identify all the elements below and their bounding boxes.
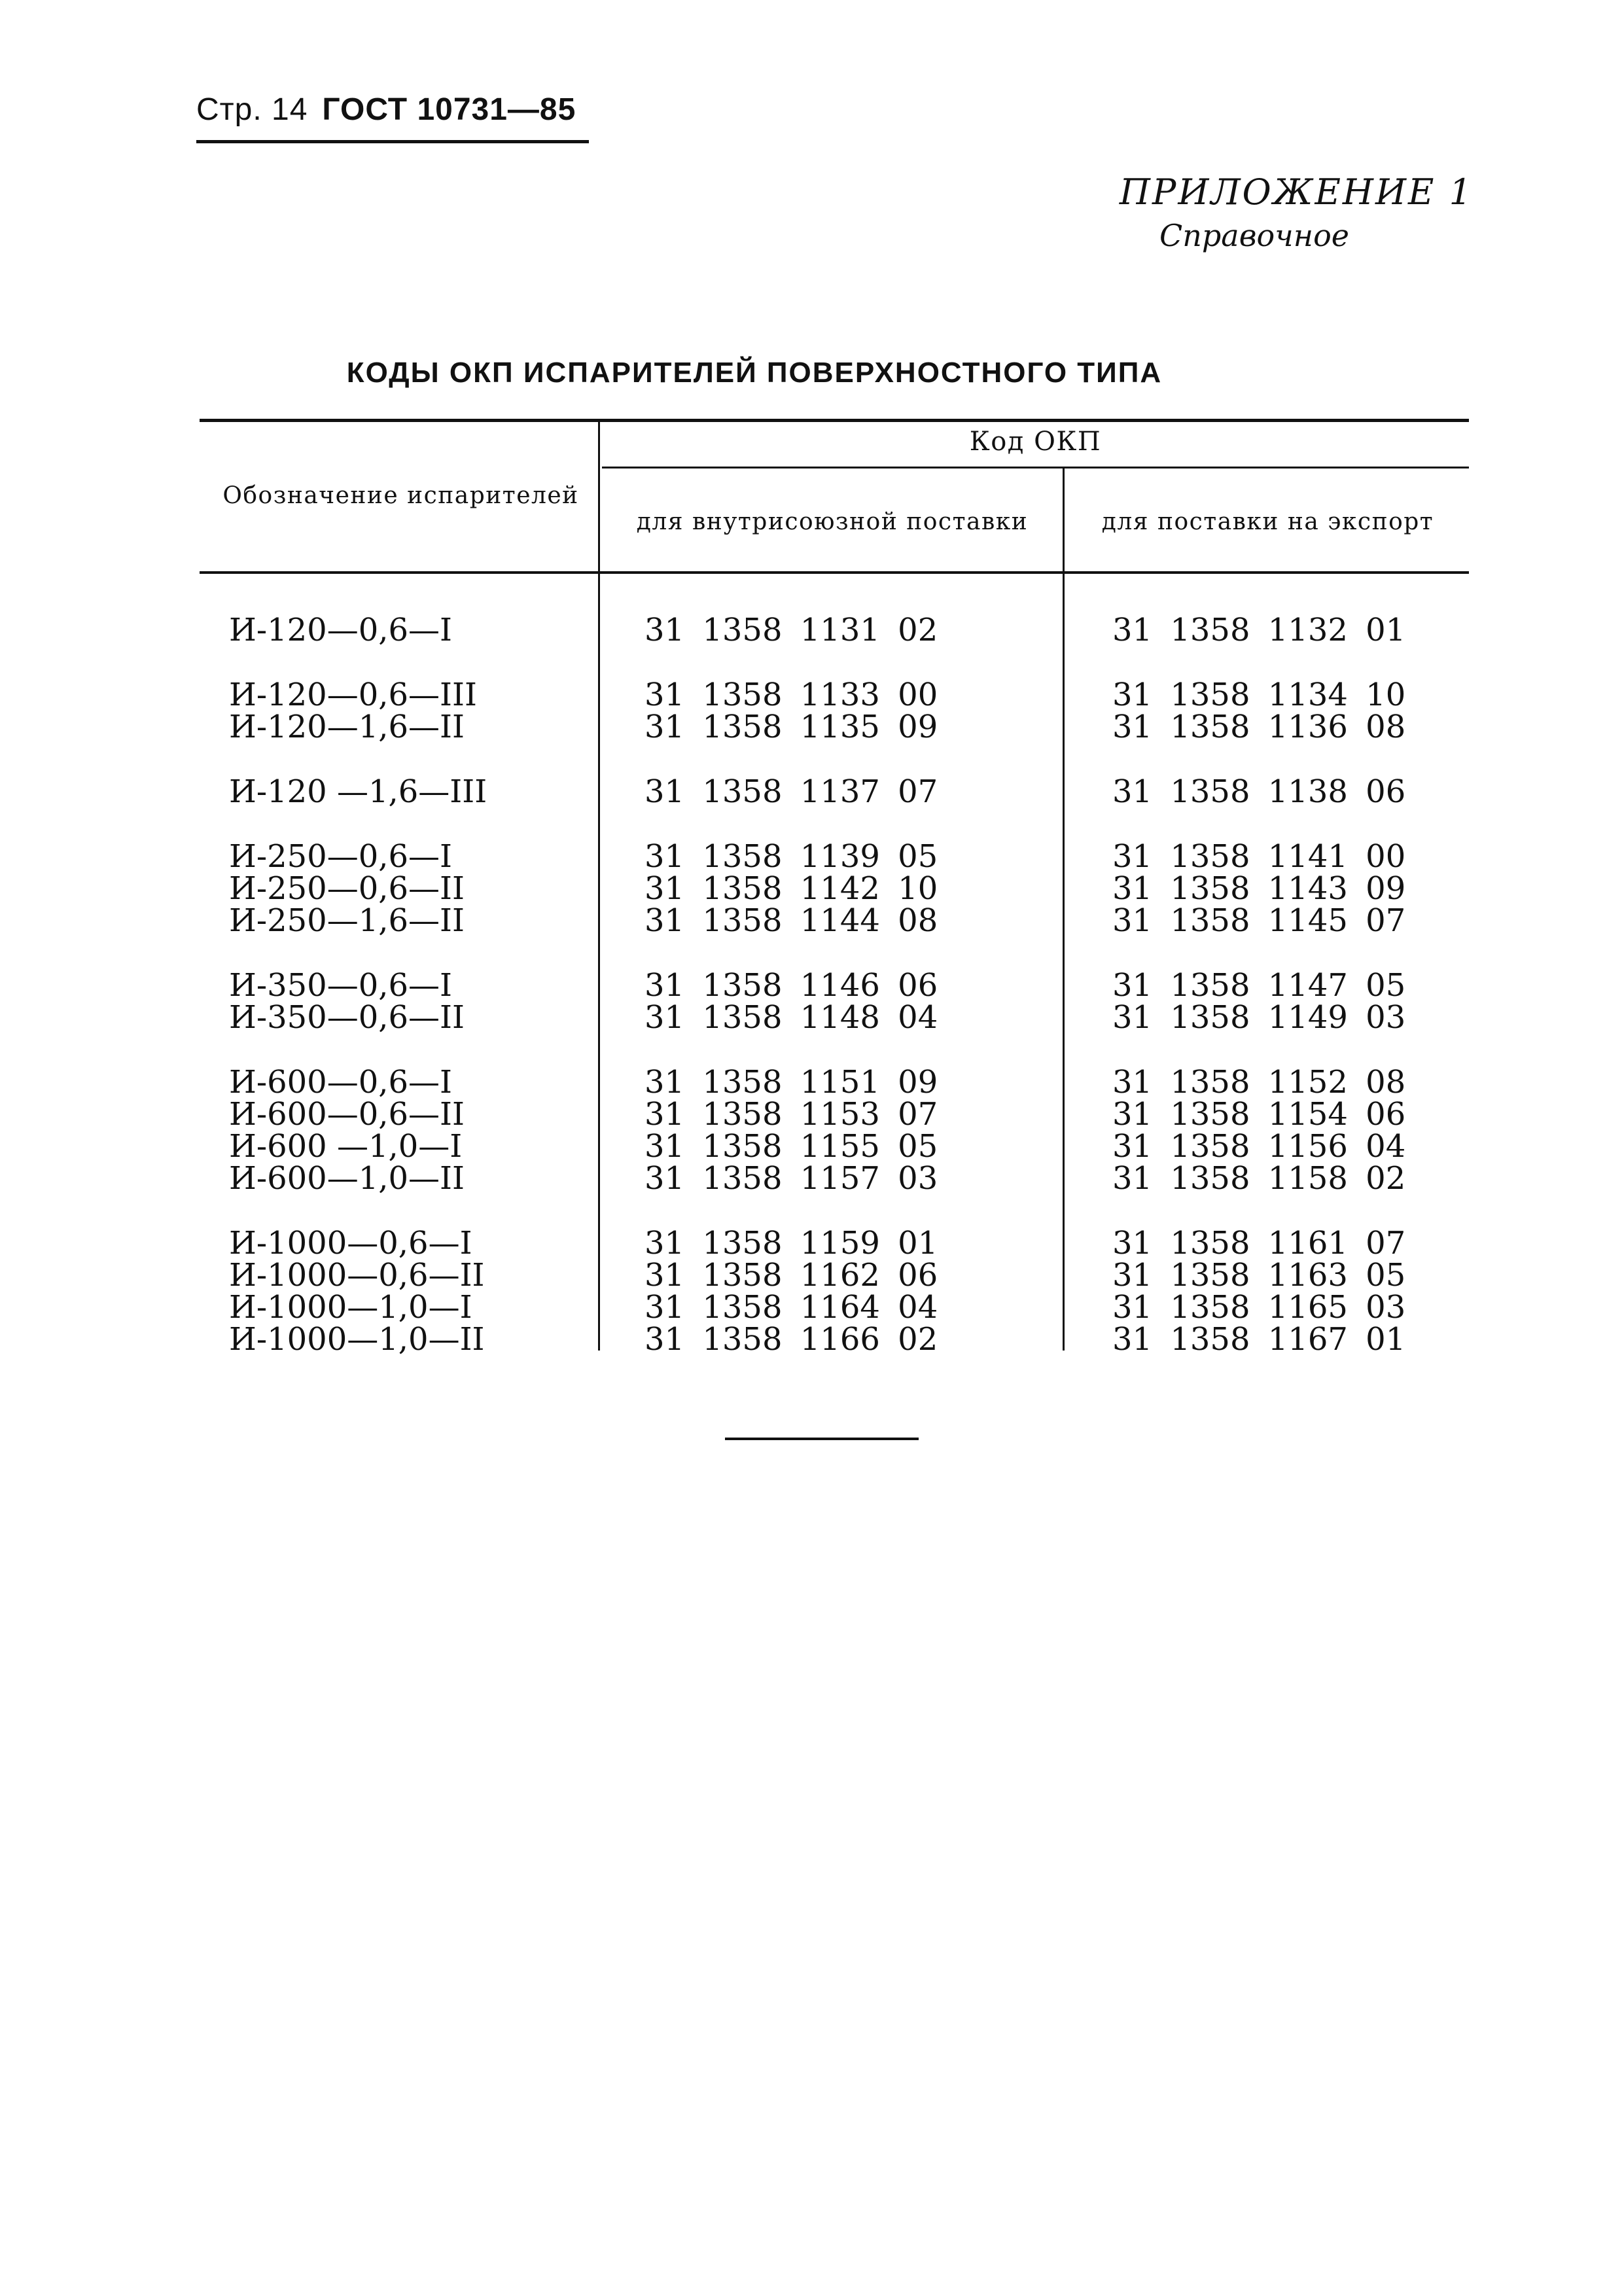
table-row: [0, 999, 1624, 1036]
designation-cell: И-1000—1,0—I: [229, 1289, 472, 1326]
table-row: [0, 967, 1624, 1004]
header-rule: [196, 140, 589, 143]
export-code-cell: 31 1358 1167 01: [1112, 1321, 1406, 1358]
appendix-subtitle: Справочное: [1159, 218, 1349, 253]
col-export-header: для поставки на экспорт: [1101, 508, 1434, 535]
table-row: [0, 709, 1624, 745]
designation-cell: И-250—0,6—I: [229, 838, 452, 875]
export-code-cell: 31 1358 1136 08: [1112, 709, 1406, 745]
domestic-code-cell: 31 1358 1159 01: [644, 1225, 938, 1262]
export-code-cell: 31 1358 1132 01: [1112, 612, 1406, 648]
domestic-code-cell: 31 1358 1131 02: [644, 612, 938, 648]
domestic-code-cell: 31 1358 1142 10: [644, 870, 938, 907]
page-header: [196, 92, 576, 128]
table-row: [0, 870, 1624, 907]
domestic-code-cell: 31 1358 1164 04: [644, 1289, 938, 1326]
header-divider-1: [598, 422, 600, 571]
domestic-code-cell: 31 1358 1139 05: [644, 838, 938, 875]
designation-cell: И-350—0,6—I: [229, 967, 452, 1004]
designation-cell: И-120—1,6—II: [229, 709, 465, 745]
domestic-code-cell: 31 1358 1148 04: [644, 999, 938, 1036]
designation-cell: И-1000—1,0—II: [229, 1321, 485, 1358]
designation-cell: И-600 —1,0—I: [229, 1128, 463, 1165]
domestic-code-cell: 31 1358 1162 06: [644, 1257, 938, 1294]
table-row: [0, 612, 1624, 648]
designation-cell: И-120 —1,6—III: [229, 773, 487, 810]
domestic-code-cell: 31 1358 1166 02: [644, 1321, 938, 1358]
col-domestic-header: для внутрисоюзной поставки: [636, 508, 1029, 535]
table-row: [0, 1160, 1624, 1197]
code-group-rule: [602, 467, 1469, 468]
table-row: [0, 1225, 1624, 1262]
designation-cell: И-120—0,6—I: [229, 612, 452, 648]
table-row: [0, 838, 1624, 875]
export-code-cell: 31 1358 1145 07: [1112, 902, 1406, 939]
table-row: [0, 773, 1624, 810]
table-header-rule: [200, 571, 1469, 574]
domestic-code-cell: 31 1358 1155 05: [644, 1128, 938, 1165]
export-code-cell: 31 1358 1158 02: [1112, 1160, 1406, 1197]
table-row: [0, 677, 1624, 713]
appendix-title: ПРИЛОЖЕНИЕ 1: [1119, 171, 1474, 213]
designation-cell: И-250—1,6—II: [229, 902, 465, 939]
designation-cell: И-600—1,0—II: [229, 1160, 465, 1197]
export-code-cell: 31 1358 1143 09: [1112, 870, 1406, 907]
designation-cell: И-600—0,6—II: [229, 1096, 465, 1133]
table-row: [0, 902, 1624, 939]
domestic-code-cell: 31 1358 1146 06: [644, 967, 938, 1004]
export-code-cell: 31 1358 1152 08: [1112, 1064, 1406, 1101]
domestic-code-cell: 31 1358 1135 09: [644, 709, 938, 745]
document-title: КОДЫ ОКП ИСПАРИТЕЛЕЙ ПОВЕРХНОСТНОГО ТИПА: [346, 357, 1163, 389]
table-row: [0, 1128, 1624, 1165]
export-code-cell: 31 1358 1134 10: [1112, 677, 1406, 713]
table-top-rule: [200, 419, 1469, 422]
designation-cell: И-1000—0,6—I: [229, 1225, 472, 1262]
export-code-cell: 31 1358 1154 06: [1112, 1096, 1406, 1133]
page-label: Стр. 14: [196, 92, 308, 127]
export-code-cell: 31 1358 1156 04: [1112, 1128, 1406, 1165]
export-code-cell: 31 1358 1161 07: [1112, 1225, 1406, 1262]
export-code-cell: 31 1358 1165 03: [1112, 1289, 1406, 1326]
domestic-code-cell: 31 1358 1137 07: [644, 773, 938, 810]
header-divider-2: [1063, 468, 1065, 571]
domestic-code-cell: 31 1358 1157 03: [644, 1160, 938, 1197]
designation-cell: И-350—0,6—II: [229, 999, 465, 1036]
col-name-header: Обозначение испарителей: [222, 482, 579, 509]
designation-cell: И-600—0,6—I: [229, 1064, 452, 1101]
table-body: [0, 612, 1624, 1358]
table-row: [0, 1096, 1624, 1133]
table-row: [0, 1289, 1624, 1326]
export-code-cell: 31 1358 1149 03: [1112, 999, 1406, 1036]
standard-number: ГОСТ 10731—85: [322, 92, 576, 127]
domestic-code-cell: 31 1358 1144 08: [644, 902, 938, 939]
end-rule: [725, 1438, 919, 1440]
export-code-cell: 31 1358 1141 00: [1112, 838, 1406, 875]
designation-cell: И-250—0,6—II: [229, 870, 465, 907]
domestic-code-cell: 31 1358 1151 09: [644, 1064, 938, 1101]
domestic-code-cell: 31 1358 1153 07: [644, 1096, 938, 1133]
table-row: [0, 1257, 1624, 1294]
appendix-block: [1120, 171, 1474, 253]
export-code-cell: 31 1358 1163 05: [1112, 1257, 1406, 1294]
designation-cell: И-120—0,6—III: [229, 677, 477, 713]
table-row: [0, 1321, 1624, 1358]
export-code-cell: 31 1358 1138 06: [1112, 773, 1406, 810]
designation-cell: И-1000—0,6—II: [229, 1257, 485, 1294]
code-group-header: Код ОКП: [969, 427, 1102, 457]
table-row: [0, 1064, 1624, 1101]
export-code-cell: 31 1358 1147 05: [1112, 967, 1406, 1004]
domestic-code-cell: 31 1358 1133 00: [644, 677, 938, 713]
